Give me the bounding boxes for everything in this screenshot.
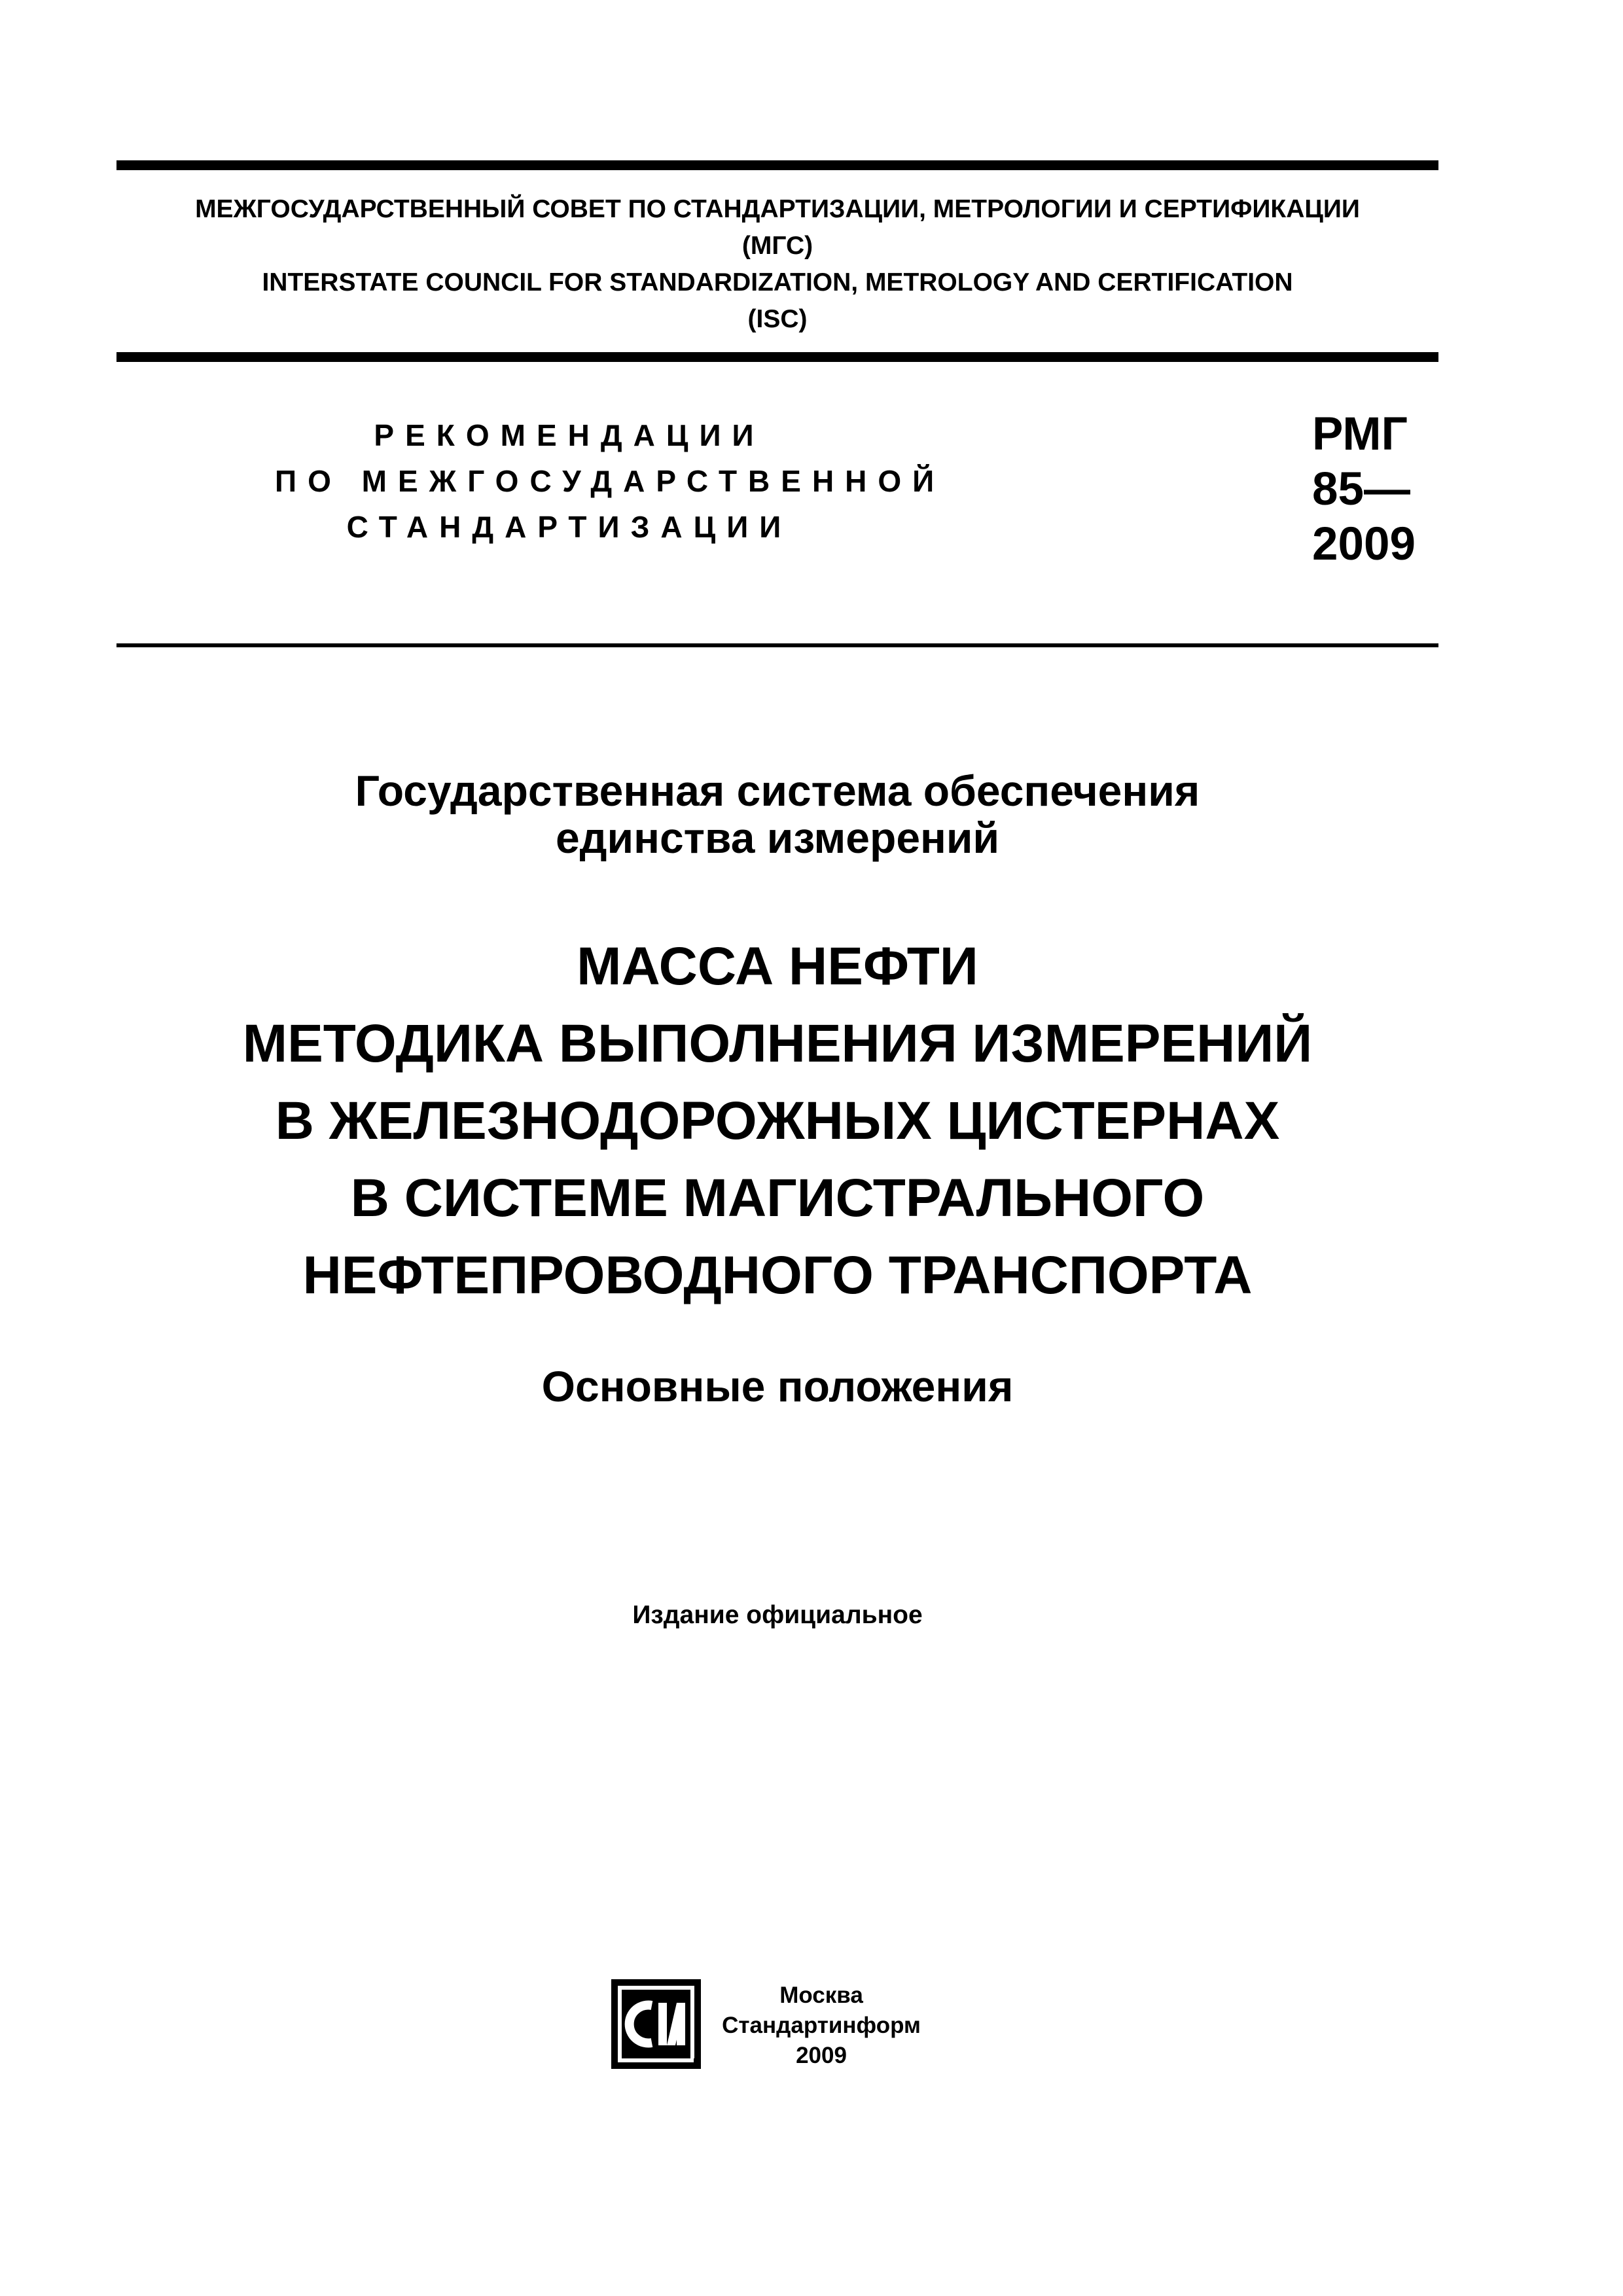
standartinform-logo-icon	[609, 1977, 704, 2072]
recommendations-line-2: ПО МЕЖГОСУДАРСТВЕННОЙ	[275, 464, 946, 498]
publisher-city: Москва	[779, 1982, 863, 2008]
designation-year: 2009	[1312, 518, 1416, 570]
system-line-1: Государственная система обеспечения	[355, 766, 1200, 815]
council-abbr-ru: (МГС)	[741, 232, 813, 260]
publisher-name: Стандартинформ	[722, 2013, 921, 2038]
publisher-block	[713, 1981, 929, 2071]
title-line-3: В ЖЕЛЕЗНОДОРОЖНЫХ ЦИСТЕРНАХ	[275, 1091, 1280, 1151]
title-line-4: В СИСТЕМЕ МАГИСТРАЛЬНОГО	[350, 1168, 1205, 1228]
recommendations-line-3: СТАНДАРТИЗАЦИИ	[346, 510, 793, 544]
title-line-2: МЕТОДИКА ВЫПОЛНЕНИЯ ИЗМЕРЕНИЙ	[242, 1014, 1313, 1073]
document-subtitle: Основные положения	[541, 1362, 1014, 1410]
council-header	[116, 191, 1438, 338]
lower-rule	[116, 643, 1438, 647]
council-abbr-en: (ISC)	[747, 305, 808, 333]
council-name-ru: МЕЖГОСУДАРСТВЕННЫЙ СОВЕТ ПО СТАНДАРТИЗАЦИИ, МЕТРОЛОГИИ И СЕРТИФИКАЦИИ	[195, 195, 1360, 223]
recommendations-line-1: РЕКОМЕНДАЦИИ	[374, 418, 765, 452]
designation-number: 85—	[1312, 463, 1410, 515]
system-heading	[116, 767, 1438, 861]
title-line-5: НЕФТЕПРОВОДНОГО ТРАНСПОРТА	[302, 1246, 1253, 1305]
document-designation	[1312, 407, 1416, 572]
document-title	[116, 928, 1438, 1314]
recommendations-heading	[275, 412, 946, 550]
council-name-en: INTERSTATE COUNCIL FOR STANDARDIZATION, METROLOGY AND CERTIFICATION	[262, 268, 1293, 296]
middle-rule	[116, 352, 1438, 362]
edition-label: Издание официальное	[632, 1601, 923, 1629]
publisher-year: 2009	[796, 2043, 847, 2068]
title-line-1: МАССА НЕФТИ	[577, 937, 978, 996]
top-rule	[116, 160, 1438, 170]
system-line-2: единства измерений	[555, 814, 1000, 862]
designation-prefix: РМГ	[1312, 408, 1408, 460]
